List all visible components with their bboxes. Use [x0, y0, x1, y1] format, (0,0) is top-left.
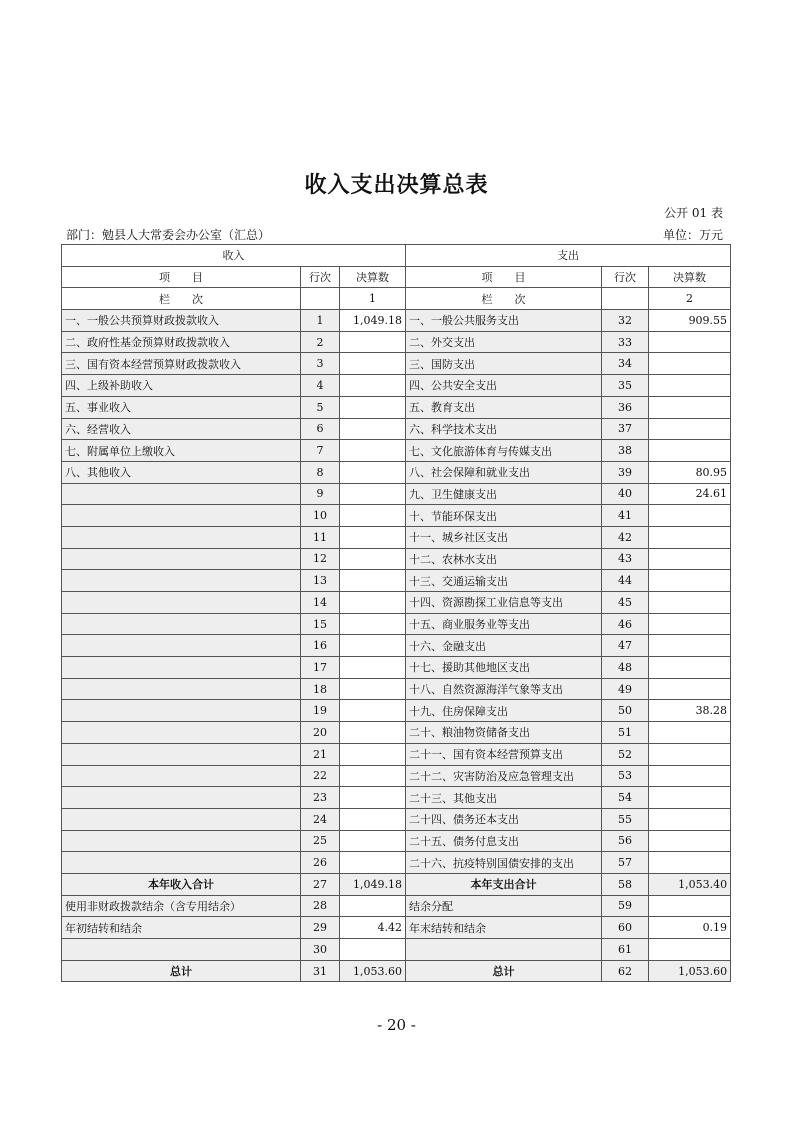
expense-item-name [406, 939, 602, 961]
table-row [62, 939, 731, 961]
expense-line-number: 37 [602, 418, 649, 440]
expense-item-header: 项 目 [406, 266, 602, 288]
income-amount [340, 526, 406, 548]
table-row [62, 548, 731, 570]
expense-line-number: 54 [602, 787, 649, 809]
expense-amount [649, 570, 731, 592]
expense-line-number: 49 [602, 678, 649, 700]
income-item-name: 五、事业收入 [62, 396, 301, 418]
expense-item-name: 本年支出合计 [406, 873, 602, 895]
header-row-columns [62, 266, 731, 288]
income-item-name: 年初结转和结余 [62, 917, 301, 939]
income-line-number: 18 [301, 678, 340, 700]
income-item-name [62, 830, 301, 852]
table-row [62, 765, 731, 787]
income-item-name [62, 613, 301, 635]
table-row [62, 461, 731, 483]
income-line-number: 20 [301, 722, 340, 744]
income-item-name [62, 808, 301, 830]
income-line-number: 4 [301, 375, 340, 397]
income-line-number: 22 [301, 765, 340, 787]
expense-item-name: 二十六、抗疫特别国债安排的支出 [406, 852, 602, 874]
department-label: 部门：勉县人大常委会办公室（汇总） [66, 228, 271, 242]
expense-amount [649, 657, 731, 679]
table-row [62, 483, 731, 505]
expense-item-name: 八、社会保障和就业支出 [406, 461, 602, 483]
income-line-number: 6 [301, 418, 340, 440]
table-row [62, 592, 731, 614]
expense-amount: 38.28 [649, 700, 731, 722]
income-amount [340, 483, 406, 505]
expense-amount [649, 939, 731, 961]
expense-line-number: 56 [602, 830, 649, 852]
budget-table [61, 244, 731, 982]
table-row [62, 678, 731, 700]
income-item-name [62, 570, 301, 592]
expense-amount [649, 852, 731, 874]
expense-column-label: 栏 次 [406, 288, 602, 310]
income-amount [340, 700, 406, 722]
income-amount [340, 895, 406, 917]
income-amount [340, 592, 406, 614]
income-item-name [62, 700, 301, 722]
income-line-number: 7 [301, 440, 340, 462]
expense-item-name: 一、一般公共服务支出 [406, 310, 602, 332]
table-row [62, 331, 731, 353]
income-item-name [62, 852, 301, 874]
table-row [62, 353, 731, 375]
expense-line-number: 40 [602, 483, 649, 505]
expense-amount [649, 331, 731, 353]
expense-line-number: 42 [602, 526, 649, 548]
income-line-number: 29 [301, 917, 340, 939]
income-amount [340, 787, 406, 809]
expense-line-number: 39 [602, 461, 649, 483]
expense-item-name: 年末结转和结余 [406, 917, 602, 939]
income-amount [340, 722, 406, 744]
income-amount [340, 418, 406, 440]
income-item-name [62, 635, 301, 657]
table-row [62, 917, 731, 939]
expense-amount: 1,053.40 [649, 873, 731, 895]
income-line-number: 16 [301, 635, 340, 657]
income-line-number: 26 [301, 852, 340, 874]
income-item-name [62, 787, 301, 809]
income-amount: 1,049.18 [340, 873, 406, 895]
expense-item-name: 三、国防支出 [406, 353, 602, 375]
expense-amount [649, 830, 731, 852]
expense-header: 支出 [406, 245, 731, 267]
income-amount [340, 939, 406, 961]
expense-item-name: 结余分配 [406, 895, 602, 917]
expense-item-name: 四、公共安全支出 [406, 375, 602, 397]
table-row [62, 310, 731, 332]
expense-amount [649, 375, 731, 397]
income-line-number: 17 [301, 657, 340, 679]
income-item-name: 使用非财政拨款结余（含专用结余） [62, 895, 301, 917]
table-row [62, 440, 731, 462]
table-row [62, 418, 731, 440]
expense-item-name: 五、教育支出 [406, 396, 602, 418]
expense-line-number: 45 [602, 592, 649, 614]
table-row [62, 396, 731, 418]
income-amount [340, 613, 406, 635]
income-column-index: 1 [340, 288, 406, 310]
expense-amount [649, 505, 731, 527]
income-line-number: 9 [301, 483, 340, 505]
income-amount [340, 743, 406, 765]
income-line-number: 28 [301, 895, 340, 917]
header-row-column-index [62, 288, 731, 310]
expense-item-name: 十五、商业服务业等支出 [406, 613, 602, 635]
table-row [62, 700, 731, 722]
table-row [62, 722, 731, 744]
expense-item-name: 十一、城乡社区支出 [406, 526, 602, 548]
expense-line-header: 行次 [602, 266, 649, 288]
expense-item-name: 十、节能环保支出 [406, 505, 602, 527]
expense-amount [649, 765, 731, 787]
income-item-name [62, 678, 301, 700]
income-amount [340, 852, 406, 874]
income-item-name [62, 548, 301, 570]
expense-line-number: 46 [602, 613, 649, 635]
income-line-number: 25 [301, 830, 340, 852]
table-row [62, 505, 731, 527]
income-amount: 1,053.60 [340, 960, 406, 982]
expense-amount: 24.61 [649, 483, 731, 505]
income-item-name [62, 939, 301, 961]
expense-item-name: 二十四、债务还本支出 [406, 808, 602, 830]
income-amount [340, 331, 406, 353]
expense-amount-header: 决算数 [649, 266, 731, 288]
income-line-number: 2 [301, 331, 340, 353]
income-line-number: 27 [301, 873, 340, 895]
expense-item-name: 十二、农林水支出 [406, 548, 602, 570]
income-line-number: 12 [301, 548, 340, 570]
income-line-number: 8 [301, 461, 340, 483]
income-line-number: 23 [301, 787, 340, 809]
table-row [62, 743, 731, 765]
income-item-name: 本年收入合计 [62, 873, 301, 895]
expense-item-name: 二十一、国有资本经营预算支出 [406, 743, 602, 765]
expense-amount: 1,053.60 [649, 960, 731, 982]
expense-line-number: 60 [602, 917, 649, 939]
income-item-name: 二、政府性基金预算财政拨款收入 [62, 331, 301, 353]
expense-amount [649, 722, 731, 744]
income-item-name [62, 483, 301, 505]
expense-amount [649, 526, 731, 548]
income-line-number: 5 [301, 396, 340, 418]
expense-amount [649, 808, 731, 830]
expense-line-number: 61 [602, 939, 649, 961]
expense-amount: 909.55 [649, 310, 731, 332]
income-item-name [62, 505, 301, 527]
expense-line-number: 32 [602, 310, 649, 332]
expense-item-name: 十七、援助其他地区支出 [406, 657, 602, 679]
expense-amount [649, 678, 731, 700]
income-line-number: 15 [301, 613, 340, 635]
income-amount [340, 375, 406, 397]
income-line-number: 3 [301, 353, 340, 375]
expense-item-name: 二十三、其他支出 [406, 787, 602, 809]
expense-item-name: 十九、住房保障支出 [406, 700, 602, 722]
income-line-number: 10 [301, 505, 340, 527]
table-row [62, 852, 731, 874]
expense-line-number: 52 [602, 743, 649, 765]
income-amount [340, 765, 406, 787]
income-item-name: 总计 [62, 960, 301, 982]
table-row [62, 895, 731, 917]
income-amount [340, 353, 406, 375]
income-header: 收入 [62, 245, 406, 267]
expense-item-name: 六、科学技术支出 [406, 418, 602, 440]
table-row [62, 635, 731, 657]
expense-line-number: 62 [602, 960, 649, 982]
income-amount: 4.42 [340, 917, 406, 939]
expense-amount [649, 787, 731, 809]
income-amount [340, 678, 406, 700]
income-amount [340, 808, 406, 830]
expense-line-number: 35 [602, 375, 649, 397]
table-row [62, 570, 731, 592]
expense-amount [649, 895, 731, 917]
income-column-label: 栏 次 [62, 288, 301, 310]
income-line-number: 1 [301, 310, 340, 332]
expense-line-number: 44 [602, 570, 649, 592]
expense-item-name: 十六、金融支出 [406, 635, 602, 657]
income-amount [340, 635, 406, 657]
income-item-name [62, 743, 301, 765]
unit-label: 单位：万元 [662, 228, 723, 242]
header-row-sections [62, 245, 731, 267]
table-row [62, 808, 731, 830]
expense-line-number: 48 [602, 657, 649, 679]
income-line-number: 11 [301, 526, 340, 548]
expense-amount [649, 396, 731, 418]
total-row [62, 960, 731, 982]
expense-item-name: 二十二、灾害防治及应急管理支出 [406, 765, 602, 787]
income-item-name [62, 765, 301, 787]
income-amount-header: 决算数 [340, 266, 406, 288]
expense-line-number: 34 [602, 353, 649, 375]
expense-item-name: 二十、粮油物资储备支出 [406, 722, 602, 744]
expense-amount [649, 418, 731, 440]
expense-item-name: 十四、资源勘探工业信息等支出 [406, 592, 602, 614]
expense-item-name: 十八、自然资源海洋气象等支出 [406, 678, 602, 700]
expense-column-blank [602, 288, 649, 310]
income-item-name: 六、经营收入 [62, 418, 301, 440]
income-amount: 1,049.18 [340, 310, 406, 332]
income-amount [340, 570, 406, 592]
expense-line-number: 47 [602, 635, 649, 657]
income-item-name: 一、一般公共预算财政拨款收入 [62, 310, 301, 332]
form-number: 公开 01 表 [664, 206, 723, 220]
table-row [62, 830, 731, 852]
expense-line-number: 43 [602, 548, 649, 570]
expense-amount [649, 613, 731, 635]
income-amount [340, 396, 406, 418]
table-row [62, 375, 731, 397]
income-amount [340, 657, 406, 679]
expense-amount [649, 548, 731, 570]
table-row [62, 657, 731, 679]
expense-item-name: 九、卫生健康支出 [406, 483, 602, 505]
subtotal-row [62, 873, 731, 895]
expense-amount: 0.19 [649, 917, 731, 939]
expense-item-name: 七、文化旅游体育与传媒支出 [406, 440, 602, 462]
expense-line-number: 55 [602, 808, 649, 830]
income-item-name [62, 526, 301, 548]
expense-line-number: 57 [602, 852, 649, 874]
income-line-number: 13 [301, 570, 340, 592]
income-line-number: 31 [301, 960, 340, 982]
income-line-number: 14 [301, 592, 340, 614]
expense-line-number: 33 [602, 331, 649, 353]
expense-amount [649, 592, 731, 614]
expense-column-index: 2 [649, 288, 731, 310]
income-amount [340, 505, 406, 527]
income-item-name [62, 657, 301, 679]
income-amount [340, 461, 406, 483]
expense-line-number: 58 [602, 873, 649, 895]
expense-item-name: 总计 [406, 960, 602, 982]
expense-line-number: 51 [602, 722, 649, 744]
expense-item-name: 二十五、债务付息支出 [406, 830, 602, 852]
page-title: 收入支出决算总表 [304, 172, 489, 198]
expense-line-number: 41 [602, 505, 649, 527]
expense-item-name: 二、外交支出 [406, 331, 602, 353]
expense-line-number: 53 [602, 765, 649, 787]
table-row [62, 787, 731, 809]
income-amount [340, 548, 406, 570]
expense-line-number: 50 [602, 700, 649, 722]
expense-amount [649, 353, 731, 375]
expense-amount: 80.95 [649, 461, 731, 483]
expense-item-name: 十三、交通运输支出 [406, 570, 602, 592]
income-line-number: 24 [301, 808, 340, 830]
income-amount [340, 830, 406, 852]
income-line-number: 21 [301, 743, 340, 765]
expense-amount [649, 635, 731, 657]
income-item-name: 四、上级补助收入 [62, 375, 301, 397]
income-item-header: 项 目 [62, 266, 301, 288]
table-row [62, 613, 731, 635]
expense-line-number: 36 [602, 396, 649, 418]
income-column-blank [301, 288, 340, 310]
income-line-number: 30 [301, 939, 340, 961]
expense-amount [649, 440, 731, 462]
expense-amount [649, 743, 731, 765]
income-item-name: 三、国有资本经营预算财政拨款收入 [62, 353, 301, 375]
income-item-name: 七、附属单位上缴收入 [62, 440, 301, 462]
income-line-number: 19 [301, 700, 340, 722]
income-item-name: 八、其他收入 [62, 461, 301, 483]
income-item-name [62, 592, 301, 614]
income-item-name [62, 722, 301, 744]
expense-line-number: 38 [602, 440, 649, 462]
page-number: - 20 - [377, 1016, 416, 1034]
table-row [62, 526, 731, 548]
income-line-header: 行次 [301, 266, 340, 288]
expense-line-number: 59 [602, 895, 649, 917]
income-amount [340, 440, 406, 462]
